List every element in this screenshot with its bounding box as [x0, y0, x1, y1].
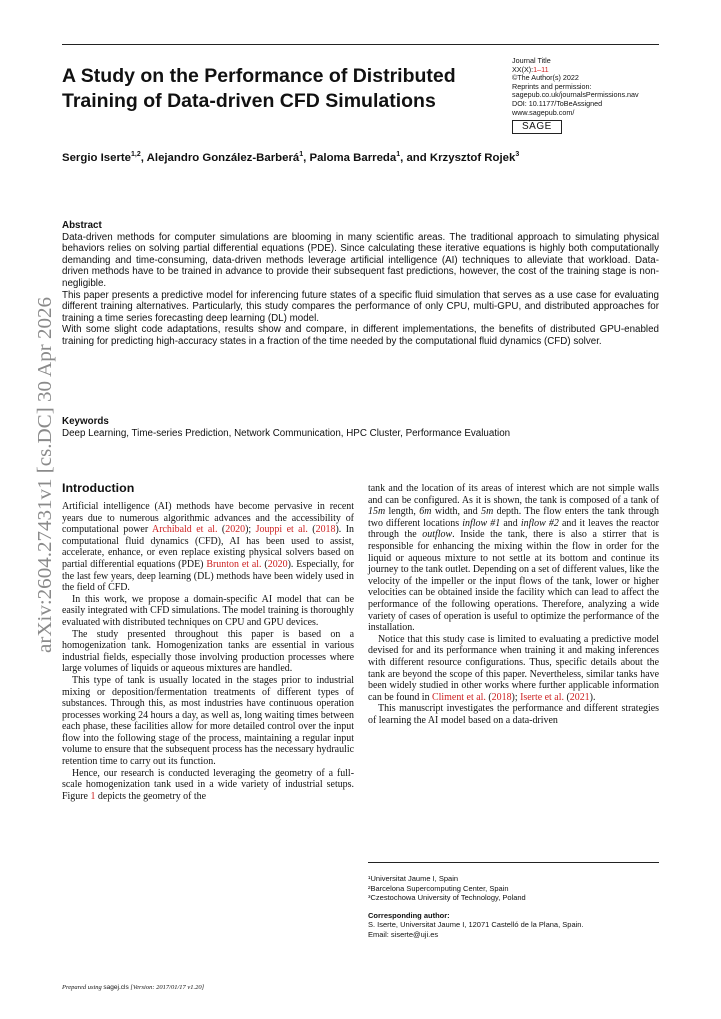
author-list: Sergio Iserte$^{1,2}$, Alejandro González-Barberá$^1$, Paloma Barreda$^1$, and Krzysztof Rojek$^3$ [62, 151, 520, 164]
citation-link[interactable]: Iserte et al. [520, 691, 564, 703]
body-paragraph: The study presented throughout this paper is based on a homogenization tank. Homogenization tanks are essential in various industrial fields, especially those involving production processes where large volumes of liquids or aqueous mixtures are handled. [62, 628, 354, 675]
footnote-rule [368, 862, 659, 863]
affiliation-footnote: ²Barcelona Supercomputing Center, Spain [368, 883, 509, 893]
citation-year-link[interactable]: 2020 [225, 524, 246, 536]
journal-permissions-url: sagepub.co.uk/journalsPermissions.nav [512, 90, 639, 100]
top-rule [62, 44, 659, 45]
body-paragraph: This type of tank is usually located in the stages prior to industrial mixing or deposition/fermentation treatments of different types of substances. Through this, as most industries have continuous operation processes working 24 hours a day, as well as, long waiting times between each phase, these facilities allow for more detailed control over the input flow into the following stage of the process, maintaining a regular input volume to ensure that the subsequent process has the necessary hydraulic retention time to carry out its function. [62, 674, 354, 768]
author-name: Alejandro González-Barberá [146, 151, 300, 164]
footnotes-block [368, 862, 659, 940]
abstract-paragraph: Data-driven methods for computer simulations are blooming in many scientific areas. The traditional approach to simulating physical behaviors relies on solving partial differential equations (PDE). Since calculating these iterative equations is highly both computationally demanding and time-consuming, data-driven methods leverage artificial intelligence (AI) techniques to alleviate that workload. Data-driven methods have to be trained in advance to provide their subsequent fast predictions, however, the cost of the training stage is non-negligible. [62, 231, 659, 289]
author-name: Sergio Iserte [62, 151, 132, 164]
body-paragraph: In this work, we propose a domain-specific AI model that can be easily integrated with CFD simulations. The model training is thoroughly evaluated with distributed techniques on CPU and GPU devices. [62, 593, 354, 628]
journal-info-block [512, 57, 682, 134]
paper-title: A Study on the Performance of Distributed Training of Data-driven CFD Simulations [62, 65, 456, 112]
body-paragraph: tank and the location of its areas of interest which are not simple walls and can be configured. As it is shown, the tank is composed of a tank of 15m length, 6m width, and 5m depth. The flow enters the tank through two different locations inflow #1 and inflow #2 and it leaves the reactor through the outflow. Inside the tank, there is also a stirrer that is responsible for enhancing the mixing within the flow in order for the liquid or aqueous mixture to not settle at its bottom and continue its journey to the tank outlet. Depending on a set of different values, like the velocity of the impeller or the input flows of the tank, lower or higher velocities can be obtained inside the facility which can lead to affect the performance of the following operations. Therefore, analyzing a wide variety of cases of operation is useful to optimize the performance of the installation. [368, 483, 659, 634]
citation-link[interactable]: Brunton et al. [206, 558, 262, 570]
body-paragraph: Artificial intelligence (AI) methods have become pervasive in recent years due to numerous algorithmic advances and the accessibility of computational power Archibald et al. (2020); Jouppi et al. (2018). In computational fluid dynamics (CFD), AI has been used to assist, accelerate, enhance, or even replace existing physical solvers based on partial differential equations (PDE) Brunton et al. (2020). Especially, for the last few years, deep learning (DL) methods have been widely used in the field of CFD. [62, 501, 354, 594]
right-column [368, 483, 659, 726]
citation-link[interactable]: Climent et al. [432, 691, 486, 703]
left-column [62, 481, 354, 802]
journal-website: www.sagepub.com/ [512, 107, 575, 117]
keywords-list: Deep Learning, Time-series Prediction, Network Communication, HPC Cluster, Performance Evaluation [62, 427, 511, 439]
author-affiliation: 1 [396, 151, 401, 158]
author-name: Krzysztof Rojek [429, 151, 516, 164]
journal-doi: DOI: 10.1177/ToBeAssigned [512, 98, 603, 108]
citation-year-link[interactable]: 2018 [315, 524, 336, 536]
citation-link[interactable]: Jouppi et al. [255, 524, 308, 536]
arxiv-identifier-stamp [14, 295, 64, 655]
abstract-paragraph: With some slight code adaptations, results show and compare, in different implementations, the benefits of distributed GPU-enabled training for predicting high-accuracy states in a fraction of the time needed by the computational fluid dynamics (CFD) solver. [62, 324, 659, 347]
corresponding-author-heading: Corresponding author: [368, 910, 450, 920]
abstract-section [62, 220, 659, 348]
affiliation-footnote: ¹Universitat Jaume I, Spain [368, 874, 459, 883]
author-affiliation: 1,2 [131, 151, 141, 158]
citation-link[interactable]: Archibald et al. [152, 524, 218, 536]
author-affiliation: 1 [299, 151, 304, 158]
arxiv-id-text: arXiv:2604.27431v1 [cs.DC] 30 Apr 2026 [35, 322, 56, 653]
abstract-paragraph: This paper presents a predictive model for inferencing future states of a specific fluid simulation that serves as a use case for evaluating different training alternatives. Particularly, this study compares the performance of only CPU, multi-GPU, and distributed approaches for training a time series forecasting deep learning (DL) model. [62, 289, 659, 324]
keywords-heading: Keywords [62, 416, 109, 427]
citation-year-link[interactable]: 2020 [267, 558, 288, 570]
citation-year-link[interactable]: 2021 [569, 691, 590, 703]
journal-copyright: ©The Author(s) 2022 [512, 73, 579, 83]
sage-logo: SAGE [512, 120, 562, 134]
introduction-heading: Introduction [62, 481, 135, 495]
footer-note: Prepared using sagej.cls [Version: 2017/01/17 v1.20] [62, 984, 205, 991]
keywords-section [62, 416, 659, 439]
journal-volume: XX(X):1–11 [512, 64, 549, 74]
body-paragraph: Notice that this study case is limited to evaluating a predictive model devised for and its performance when training it and making inferences with different resource configurations. Thus, specific details about the tank are beyond the scope of this paper. Nevertheless, similar tanks have been widely studied in other works where further applicable information can be found in Climent et al. (2018); Iserte et al. (2021). [368, 633, 659, 703]
corresponding-author-address: S. Iserte, Universitat Jaume I, 12071 Castelló de la Plana, Spain. [368, 920, 584, 930]
body-paragraph: Hence, our research is conducted leveraging the geometry of a full-scale homogenization tank used in a wide variety of industrial setups. Figure 1 depicts the geometry of the [62, 767, 354, 802]
abstract-heading: Abstract [62, 220, 102, 231]
corresponding-author-email: Email: siserte@uji.es [368, 929, 439, 939]
figure-reference-link[interactable]: 1 [90, 790, 96, 802]
author-affiliation: 3 [515, 151, 520, 158]
affiliation-footnote: ³Czestochowa University of Technology, Poland [368, 893, 526, 903]
body-paragraph: This manuscript investigates the performance and different strategies of learning the AI model based on a data-driven [368, 703, 659, 726]
journal-reprints-label: Reprints and permission: [512, 81, 592, 91]
citation-year-link[interactable]: 2018 [491, 691, 512, 703]
journal-title: Journal Title [512, 56, 551, 65]
journal-pages-link[interactable]: 1–11 [533, 64, 549, 74]
author-name: Paloma Barreda [309, 151, 397, 164]
